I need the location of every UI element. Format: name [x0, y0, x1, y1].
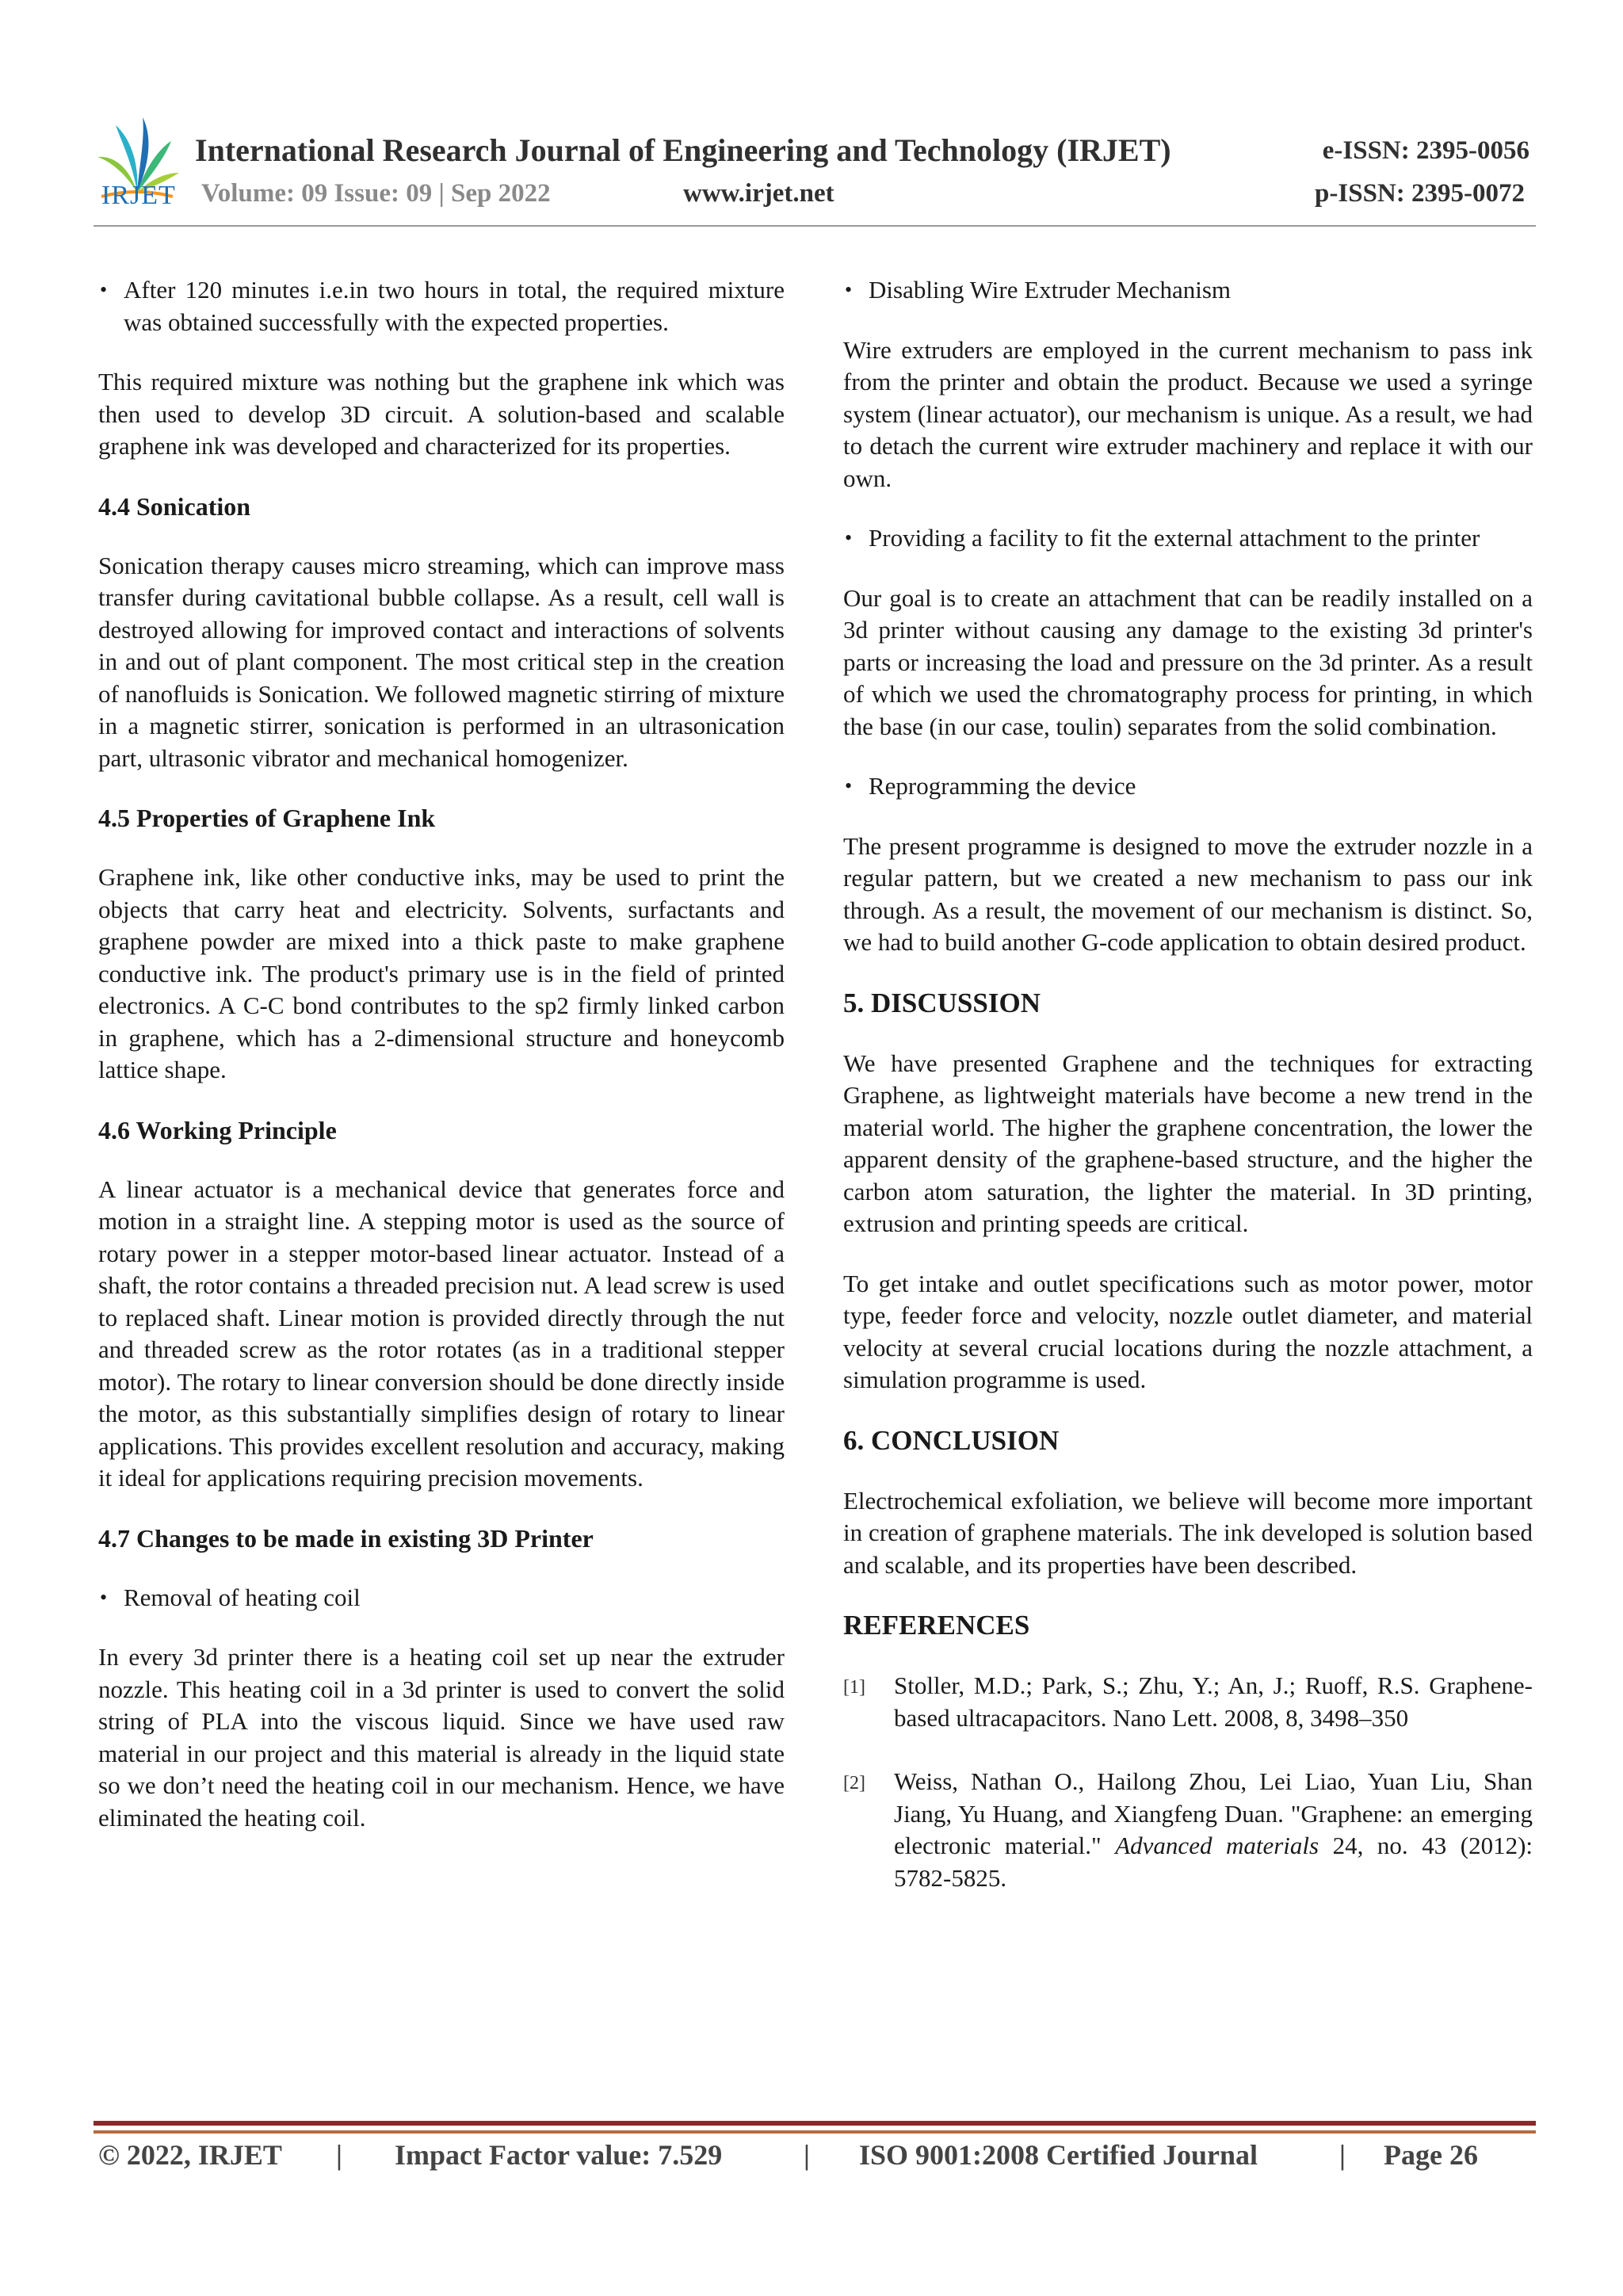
right-column — [843, 274, 1533, 1926]
section-heading-4-5: 4.5 Properties of Graphene Ink — [98, 804, 436, 832]
bullet-dot: • — [100, 1585, 108, 1609]
footer-impact-factor: Impact Factor value: 7.529 — [395, 2139, 723, 2171]
header-divider — [94, 225, 1536, 227]
reference-text: Stoller, M.D.; Park, S.; Zhu, Y.; An, J.; Ruoff, R.S. Graphene-based ultracapacitors. Nano Lett. 2008, 8, 3498–350 — [894, 1671, 1533, 1732]
footer-separator: | — [336, 2139, 342, 2171]
bullet-dot: • — [845, 278, 853, 301]
section-heading-4-7: 4.7 Changes to be made in existing 3D Printer — [98, 1523, 594, 1553]
paragraph: We have presented Graphene and the techniques for extracting Graphene, as lightweight materials have become a new trend in the material world. The higher the graphene concentration, the lower the apparent density of the graphene-based structure, and the higher the carbon atom saturation, the lighter the material. In 3D printing, extrusion and printing speeds are critical. — [843, 1049, 1533, 1237]
bullet-dot: • — [845, 774, 853, 797]
section-heading-references: REFERENCES — [843, 1610, 1030, 1641]
reference-text-part: Weiss, Nathan O., Hailong Zhou, Lei Liao, Yuan Liu, Shan Jiang, Yu Huang, and Xiangfeng Duan. "Graphene: an emerging electronic material." — [894, 1767, 1533, 1859]
bullet-text: Reprogramming the device — [869, 772, 1136, 800]
reference-number: [1] — [843, 1677, 865, 1698]
paragraph: The present programme is designed to move the extruder nozzle in a regular pattern, but we created a new mechanism to pass our ink through. As a result, the movement of our mechanism is distinct. So, we had to build another G-code application to obtain desired product. — [843, 831, 1533, 956]
bullet-item — [843, 274, 1533, 307]
footer-page-number: Page 26 — [1384, 2139, 1478, 2171]
volume-issue: Volume: 09 Issue: 09 | Sep 2022 — [201, 179, 551, 208]
footer-iso: ISO 9001:2008 Certified Journal — [859, 2139, 1258, 2171]
bullet-text: After 120 minutes i.e.in two hours in total, the required mixture was obtained successfully with the expected properties. — [124, 276, 785, 336]
footer-copyright: © 2022, IRJET — [98, 2139, 282, 2171]
section-heading-4-4: 4.4 Sonication — [98, 491, 251, 521]
pissn: p-ISSN: 2395-0072 — [1315, 179, 1525, 208]
bullet-dot: • — [845, 526, 853, 549]
bullet-item — [98, 274, 785, 338]
paragraph: A linear actuator is a mechanical device that generates force and motion in a straight line. A stepping motor is used as the source of rotary power in a stepper motor-based linear actuator. Instead of a shaft, the rotor contains a threaded precision nut. A lead screw is used to replaced shaft. Linear motion is provided directly through the nut and threaded screw as the rotor rotates (as in a traditional stepper motor). The rotary to linear conversion should be done directly inside the motor, as this substantially simplifies design of rotary to linear applications. This provides excellent resolution and accuracy, making it ideal for applications requiring precision movements. — [98, 1175, 785, 1492]
paragraph: Electrochemical exfoliation, we believe will become more important in creation of graphene materials. The ink developed is solution based and scalable, and its properties have been described. — [843, 1486, 1533, 1579]
section-heading-conclusion: 6. CONCLUSION — [843, 1424, 1060, 1456]
page-header — [0, 0, 1623, 230]
reference-journal: Advanced materials — [1115, 1832, 1319, 1859]
paragraph: To get intake and outlet specifications such as motor power, motor type, feeder force and velocity, nozzle outlet diameter, and material velocity at several crucial locations during the nozzle attachment, a simulation programme is used. — [843, 1269, 1533, 1393]
reference-item — [843, 1670, 1533, 1734]
bullet-text: Disabling Wire Extruder Mechanism — [869, 276, 1232, 304]
journal-title: International Research Journal of Engineering and Technology (IRJET) — [195, 132, 1171, 168]
bullet-text: Removal of heating coil — [124, 1583, 361, 1611]
bullet-item — [843, 522, 1533, 555]
reference-text-part: 24, no. 43 (2012): 5782-5825. — [894, 1832, 1533, 1892]
paragraph: Wire extruders are employed in the current mechanism to pass ink from the printer and obtain the product. Because we used a syringe system (linear actuator), our mechanism is unique. As a result, we had to detach the current wire extruder machinery and replace it with our own. — [843, 335, 1533, 492]
footer-divider-accent — [94, 2130, 1536, 2134]
logo-text: IRJET — [101, 181, 176, 210]
footer-separator: | — [804, 2139, 810, 2171]
left-column — [98, 274, 785, 1862]
bullet-text: Providing a facility to fit the external attachment to the printer — [869, 524, 1480, 552]
paragraph: Our goal is to create an attachment that can be readily installed on a 3d printer without causing any damage to the existing 3d printer's parts or increasing the load and pressure on the 3d printer. As a result of which we used the chromatography process for printing, in which the base (in our case, toulin) separates from the solid combination. — [843, 583, 1533, 740]
paragraph: Sonication therapy causes micro streaming, which can improve mass transfer during cavitational bubble collapse. As a result, cell wall is destroyed allowing for improved contact and interactions of solvents in and out of plant component. The most critical step in the creation of nanofluids is Sonication. We followed magnetic stirring of mixture in a magnetic stirrer, sonication is performed in an ultrasonication part, ultrasonic vibrator and mechanical homogenizer. — [98, 551, 785, 772]
journal-website-link[interactable]: www.irjet.net — [683, 179, 834, 208]
reference-text — [894, 1766, 1533, 1894]
eissn: e-ISSN: 2395-0056 — [1322, 136, 1529, 165]
bullet-dot: • — [100, 278, 108, 301]
section-heading-4-6: 4.6 Working Principle — [98, 1115, 337, 1144]
paragraph: Graphene ink, like other conductive inks, may be used to print the objects that carry heat and electricity. Solvents, surfactants and graphene powder are mixed into a thick paste to make graphene conductive ink. The product's primary use is in the field of printed electronics. A C-C bond contributes to the sp2 firmly linked carbon in graphene, which has a 2-dimensional structure and honeycomb lattice shape. — [98, 863, 785, 1083]
footer-separator: | — [1339, 2139, 1346, 2171]
bullet-item — [98, 1582, 785, 1614]
paragraph: In every 3d printer there is a heating coil set up near the extruder nozzle. This heating coil in a 3d printer is used to convert the solid string of PLA into the viscous liquid. Since we have used raw material in our project and this material is already in the liquid state so we don’t need the heating coil in our mechanism. Hence, we have eliminated the heating coil. — [98, 1643, 785, 1832]
reference-item — [843, 1766, 1533, 1894]
reference-number: [2] — [843, 1773, 865, 1794]
section-heading-discussion: 5. DISCUSSION — [843, 987, 1041, 1018]
bullet-item — [843, 770, 1533, 803]
footer-divider — [94, 2121, 1536, 2126]
paragraph: This required mixture was nothing but the graphene ink which was then used to develop 3D circuit. A solution-based and scalable graphene ink was developed and characterized for its properties. — [98, 368, 785, 460]
